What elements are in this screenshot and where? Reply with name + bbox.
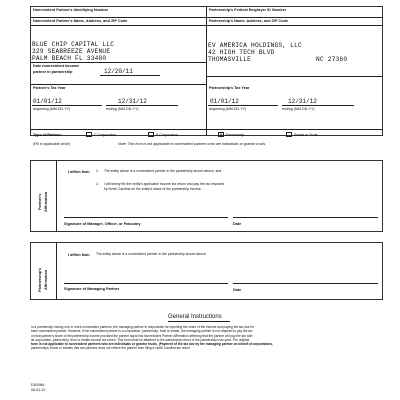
partner-end-date: 12/31/12 <box>118 98 147 105</box>
partnership-ein-label: Partnership's Federal Employer ID Number <box>209 8 287 12</box>
partner-affirm-item-1-num: 1. <box>96 169 99 173</box>
partnership-affirmation-side-label-2: Affirmation <box>44 269 48 290</box>
partner-id-underline <box>30 17 206 18</box>
partner-signature-label: Signature of Manager, Officer, or Fiduciary <box>64 222 141 226</box>
partner-name-line-1: BLUE CHIP CAPITAL LLC <box>32 41 115 48</box>
partnership-name-label: Partnership's Name, Address, and ZIP Code <box>209 19 288 23</box>
partnership-option-label: Partnership <box>226 133 245 137</box>
form-revision-date: 06-01-12 <box>31 388 46 392</box>
fill-circle-note: (Fill in applicable circle) <box>33 142 71 146</box>
form-code: D403NA <box>31 383 45 387</box>
partner-begin-label: beginning (MM-DD-YY) <box>33 107 71 111</box>
partner-tax-year-label: Partner's Tax Year <box>33 86 66 90</box>
date-became-label-2: partner in partnership <box>33 70 73 74</box>
s-corporation-label: S Corporation <box>156 133 179 137</box>
applicability-note: Note: This form is not applicable to nonresident partners who are individuals or grantor trusts. <box>118 142 267 146</box>
partner-affirmation-side-label-2: Affirmation <box>44 191 48 212</box>
partnership-affirm-that: I affirm that: <box>68 253 90 257</box>
partnership-name-rule <box>206 25 383 26</box>
partner-date-line[interactable] <box>233 217 378 218</box>
partnership-end-date: 12/31/12 <box>288 98 317 105</box>
partnership-date-line[interactable] <box>233 283 378 284</box>
partner-city-line: PALM BEACH FL 33480 <box>32 55 107 62</box>
partnership-end-label: ending (MM-DD-YY) <box>282 107 315 111</box>
partnership-signature-label: Signature of Managing Partner <box>64 287 120 291</box>
partnership-name-line-1: EV AMERICA HOLDINGS, LLC <box>208 42 302 49</box>
instructions-body <box>31 325 386 351</box>
partner-affirm-item-1: The entity above is a nonresident partner in the partnership shown above, and <box>104 169 222 173</box>
partner-signature-line[interactable] <box>64 217 228 218</box>
partnership-checkbox[interactable]: X <box>219 132 223 137</box>
partnership-name-bottom <box>206 76 383 77</box>
partnership-end-underline <box>282 105 354 106</box>
partner-affirmation-side-divider <box>56 160 57 232</box>
partnership-begin-underline <box>208 105 278 106</box>
partnership-address-line: 42 HIGH TECH BLVD <box>208 49 275 56</box>
partner-affirm-item-2-line-1: I will timely file the entity's applicable income tax return and pay the tax imposed <box>104 182 224 186</box>
partner-affirm-that: I affirm that: <box>68 170 90 174</box>
partnership-ein-underline <box>206 17 383 18</box>
partner-id-label: Nonresident Partner's Identifying Number <box>33 8 109 12</box>
partnership-affirmation-box <box>30 242 383 300</box>
partnership-begin-label: beginning (MM-DD-YY) <box>209 107 247 111</box>
date-became-label-1: Date nonresident became <box>33 64 80 68</box>
partnership-state-zip: NC 27360 <box>316 56 348 63</box>
instructions-line-6: partnerships, trusts or estates that are partners does not relieve the partner from filing a North Carolina tax return. <box>31 346 191 351</box>
partner-end-underline <box>106 105 178 106</box>
partnership-signature-line[interactable] <box>64 283 228 284</box>
instructions-line-2: each nonresident partner. However, if the nonresident partner is a corporation, partnership, trust or estate, the managing partner is not required to pay the tax <box>31 329 253 334</box>
c-corporation-checkbox[interactable] <box>86 132 92 137</box>
partner-name-label: Nonresident Partner's Name, Address, and ZIP Code <box>33 19 128 23</box>
partner-name-rule <box>30 25 206 26</box>
partner-tax-year-rule <box>30 84 206 85</box>
instructions-line-1: In a partnership having one or more nonresident partners, the managing partner is responsible for reporting the share of the income and paying the tax due for <box>31 325 255 329</box>
partnership-date-label: Date <box>233 288 242 292</box>
type-of-partner-label: Type of Partner: <box>33 133 62 137</box>
instructions-title-underline <box>168 321 230 322</box>
became-date-underline <box>100 75 160 76</box>
partner-affirm-item-2-num: 2. <box>96 182 99 186</box>
c-corporation-label: C Corporation <box>94 133 117 137</box>
partner-affirm-item-2-line-2: by North Carolina on the entity's share of the partnership income. <box>104 187 202 191</box>
partnership-tax-year-label: Partnership's Tax Year <box>209 86 250 90</box>
partner-begin-underline <box>32 105 102 106</box>
estate-trust-checkbox[interactable] <box>286 132 292 137</box>
partnership-affirm-text: The entity above is a nonresident partner in the partnership shown above. <box>96 252 207 256</box>
became-partner-date: 12/20/11 <box>104 68 133 75</box>
partner-begin-date: 01/01/12 <box>33 98 62 105</box>
partner-affirmation-side-label-1: Partner's <box>38 193 42 210</box>
partnership-affirmation-side-divider <box>56 242 57 300</box>
partnership-begin-date: 01/01/12 <box>210 98 239 105</box>
partner-end-label: ending (MM-DD-YY) <box>106 107 139 111</box>
partner-address-line: 329 SEABREEZE AVENUE <box>32 48 111 55</box>
instructions-line-3: on that partner's share of the partnership income provided the partner signs this Nonresident Partner Affirmation affirming that the partner will pay the tax with <box>31 333 253 338</box>
instructions-line-4: its corporation, partnership, trust or estate income tax return. This form must be attached to the partnership return of the partnership's tax year. The original <box>31 337 250 342</box>
partner-name-bottom <box>30 62 206 63</box>
partner-date-label: Date <box>233 222 242 226</box>
partnership-affirmation-side-label-1: Partnership's <box>38 267 42 292</box>
estate-trust-label: Estate or Trust <box>294 133 318 137</box>
type-section-top <box>30 129 383 130</box>
instructions-title: General Instructions <box>168 314 222 320</box>
partnership-city-line: THOMASVILLE <box>208 56 252 63</box>
instructions-line-5: form is not applicable to nonresident partners who are individuals or grantor trusts. (Payment of the tax due by the managing partner on behalf of corporations, <box>31 342 273 347</box>
s-corporation-checkbox[interactable] <box>148 132 154 137</box>
